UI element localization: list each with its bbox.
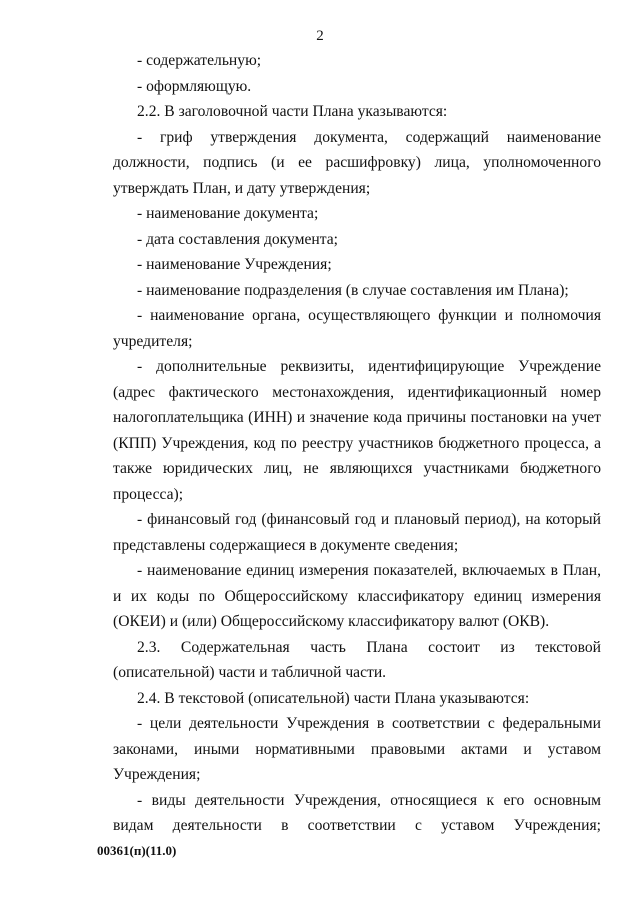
list-item-additional-details: - дополнительные реквизиты, идентифицирующие Учреждение (адрес фактического местонахождения, идентификационный номер налогоплательщика (ИНН) и значение кода причины постановки на учет (КПП) Учреждения, код по реестру участников бюджетного процесса, а также юридических лиц, не являющихся участниками бюджетного процесса); xyxy=(113,358,601,503)
list-item-approval-stamp: - гриф утверждения документа, содержащий наименование должности, подпись (и ее расшифровку) лица, уполномоченного утверждать План, и дату утверждения; xyxy=(113,128,601,197)
list-item-document-date: - дата составления документа; xyxy=(137,230,339,248)
section-2-2-heading: 2.2. В заголовочной части Плана указываются: xyxy=(137,103,448,120)
list-item-institution-name: - наименование Учреждения; xyxy=(137,256,332,273)
list-item-activity-goals: - цели деятельности Учреждения в соответствии с федеральными законами, иными нормативными правовыми актами и уставом Учреждения; xyxy=(113,715,601,783)
list-item-formatting-part: - оформляющую. xyxy=(137,77,252,95)
list-item-founder-body: - наименование органа, осуществляющего функции и полномочия учредителя; xyxy=(113,307,601,350)
section-2-3-paragraph: 2.3. Содержательная часть Плана состоит из текстовой (описательной) части и табличной части. xyxy=(113,638,601,681)
list-item-department-name: - наименование подразделения (в случае составления им Плана); xyxy=(137,281,569,299)
page-number: 2 xyxy=(316,28,324,44)
document-code: 00361(п)(11.0) xyxy=(97,843,177,858)
list-item-financial-year: - финансовый год (финансовый год и плановый период), на который представлены содержащиеся в документе сведения; xyxy=(113,511,601,554)
document-body xyxy=(113,48,601,839)
list-item-activity-types: - виды деятельности Учреждения, относящиеся к его основным видам деятельности в соответствии с уставом Учреждения; xyxy=(113,791,601,834)
list-item-content-part: - содержательную; xyxy=(137,52,262,69)
list-item-measurement-units: - наименование единиц измерения показателей, включаемых в План, и их коды по Общероссийскому классификатору единиц измерения (ОКЕИ) и (или) Общероссийскому классификатору валют (ОКВ). xyxy=(113,562,601,630)
section-2-4-heading: 2.4. В текстовой (описательной) части Плана указываются: xyxy=(137,689,530,707)
list-item-document-name: - наименование документа; xyxy=(137,205,319,222)
